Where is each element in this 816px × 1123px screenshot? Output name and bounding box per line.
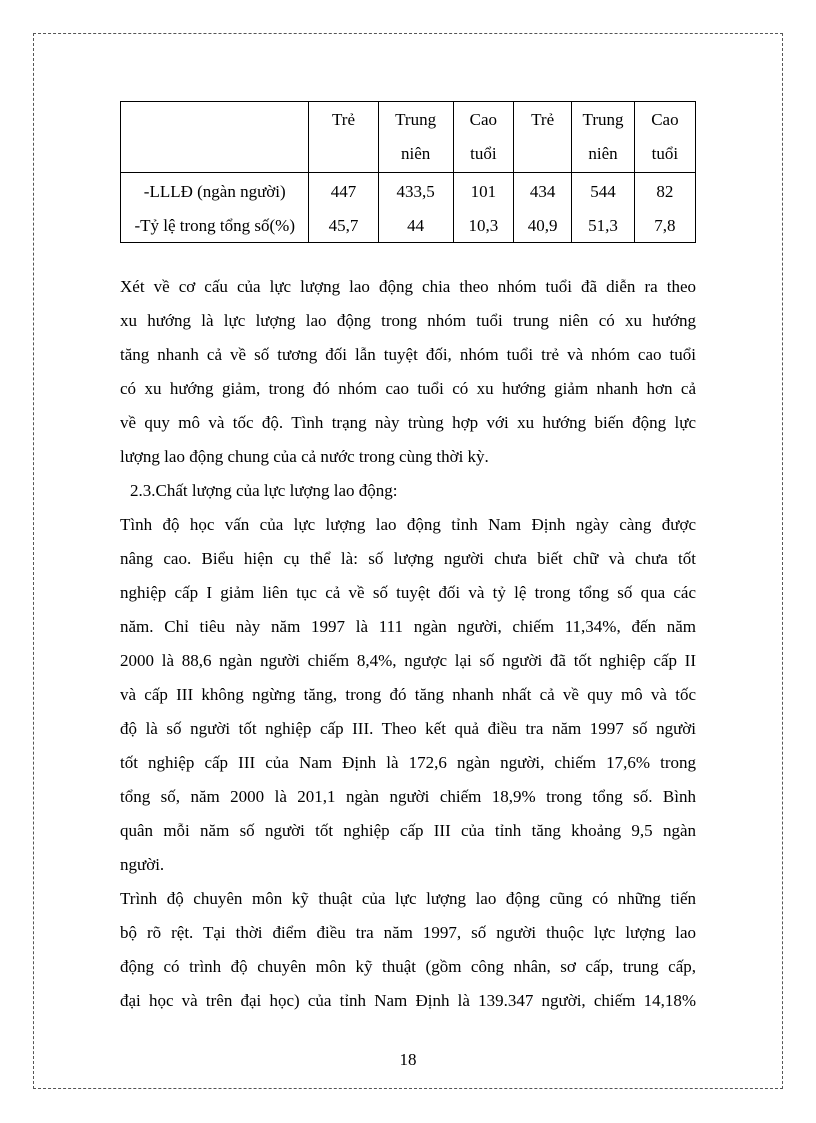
paragraph-line: bộ rõ rệt. Tại thời điểm điều tra năm 1997, số người thuộc lực lượng lao — [120, 923, 696, 942]
section-heading: 2.3.Chất lượng của lực lượng lao động: — [130, 481, 398, 500]
page-number: 18 — [399, 1050, 417, 1069]
paragraph-line: Trình độ chuyên môn kỹ thuật của lực lượng lao động cũng có những tiến — [120, 889, 696, 908]
table-cell: 44 — [378, 209, 453, 243]
table-cell: 433,5 — [378, 173, 453, 210]
table-cell: -LLLĐ (ngàn người) — [121, 173, 309, 210]
table-cell: 7,8 — [634, 209, 695, 243]
paragraph-line: người. — [120, 855, 165, 874]
table-header-cell: Trung niên — [378, 102, 453, 173]
table-header-cell: Cao tuổi — [453, 102, 513, 173]
table-row — [121, 209, 696, 243]
paragraph-line: Tình độ học vấn của lực lượng lao động tỉnh Nam Định ngày càng được — [120, 515, 696, 534]
paragraph-line: tổng số, năm 2000 là 201,1 ngàn người chiếm 18,9% trong tổng số. Bình — [120, 787, 696, 806]
table-row — [121, 173, 696, 210]
table-header-row — [121, 102, 696, 173]
paragraph-line: lượng lao động chung của cả nước trong cùng thời kỳ. — [120, 447, 489, 466]
paragraph-line: năm. Chỉ tiêu này năm 1997 là 111 ngàn người, chiếm 11,34%, đến năm — [120, 617, 696, 636]
paragraph-line: Xét về cơ cấu của lực lượng lao động chia theo nhóm tuổi đã diễn ra theo — [120, 277, 696, 296]
table-cell: -Tỷ lệ trong tổng số(%) — [121, 209, 309, 243]
labor-age-table — [120, 101, 696, 243]
body-text — [120, 270, 696, 1018]
table-cell: 447 — [309, 173, 378, 210]
table-header-cell: Trung niên — [572, 102, 634, 173]
table-header-cell: Cao tuổi — [634, 102, 695, 173]
table-cell: 82 — [634, 173, 695, 210]
paragraph-line: và cấp III không ngừng tăng, trong đó tăng nhanh nhất cả về quy mô và tốc — [120, 685, 696, 704]
paragraph-line: độ là số người tốt nghiệp cấp III. Theo kết quả điều tra năm 1997 số người — [120, 719, 696, 738]
table-cell: 45,7 — [309, 209, 378, 243]
table-header-cell — [121, 102, 309, 173]
paragraph-line: tăng nhanh cả về số tương đối lẫn tuyệt đối, nhóm tuổi trẻ và nhóm cao tuổi — [120, 345, 696, 364]
paragraph-line: đại học và trên đại học) của tỉnh Nam Định là 139.347 người, chiếm 14,18% — [120, 991, 696, 1010]
table-cell: 51,3 — [572, 209, 634, 243]
table-header-cell: Trẻ — [309, 102, 378, 173]
table-cell: 544 — [572, 173, 634, 210]
paragraph-line: 2000 là 88,6 ngàn người chiếm 8,4%, ngược lại số người đã tốt nghiệp cấp II — [120, 651, 696, 670]
paragraph-line: xu hướng là lực lượng lao động trong nhóm tuổi trung niên có xu hướng — [120, 311, 696, 330]
paragraph-line: có xu hướng giảm, trong đó nhóm cao tuổi có xu hướng giảm nhanh hơn cả — [120, 379, 696, 398]
table-cell: 10,3 — [453, 209, 513, 243]
table-cell: 434 — [513, 173, 571, 210]
paragraph-line: quân mỗi năm số người tốt nghiệp cấp III của tỉnh tăng khoảng 9,5 ngàn — [120, 821, 696, 840]
paragraph-line: động có trình độ chuyên môn kỹ thuật (gồm công nhân, sơ cấp, trung cấp, — [120, 957, 696, 976]
table-cell: 101 — [453, 173, 513, 210]
table-header-cell: Trẻ — [513, 102, 571, 173]
paragraph-line: nghiệp cấp I giảm liên tục cả về số tuyệt đối và tỷ lệ trong tổng số qua các — [120, 583, 696, 602]
paragraph-line: nâng cao. Biểu hiện cụ thể là: số lượng người chưa biết chữ và chưa tốt — [120, 549, 696, 568]
paragraph-line: về quy mô và tốc độ. Tình trạng này trùng hợp với xu hướng biến động lực — [120, 413, 696, 432]
paragraph-line: tốt nghiệp cấp III của Nam Định là 172,6 ngàn người, chiếm 17,6% trong — [120, 753, 696, 772]
table-cell: 40,9 — [513, 209, 571, 243]
